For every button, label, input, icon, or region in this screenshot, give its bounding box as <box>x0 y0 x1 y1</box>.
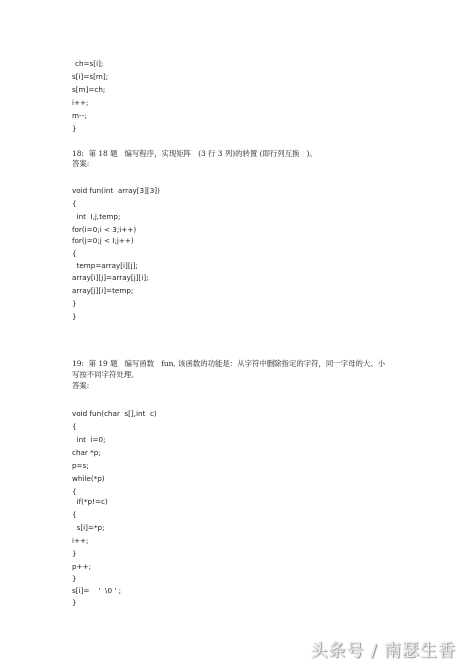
code-line: } <box>72 124 77 133</box>
code-line: s[i]=*p; <box>72 523 105 532</box>
code-line: } <box>72 549 77 558</box>
code-line: { <box>72 510 77 519</box>
code-line: temp=array[i][j]; <box>72 261 138 270</box>
code-line: } <box>72 574 77 583</box>
code-line: s[i]=s[m]; <box>72 72 109 81</box>
code-line: i++; <box>72 536 89 545</box>
code-line: p=s; <box>72 461 89 470</box>
question-19-title-cont: 写按不同字符处理。 <box>72 370 139 379</box>
code-line: int i=0; <box>72 435 106 444</box>
code-line: s[i]= ' \0 ' ; <box>72 586 122 595</box>
code-line: } <box>72 598 77 607</box>
code-line: void fun(int array[3][3]) <box>72 186 160 195</box>
code-line: p++; <box>72 562 92 571</box>
code-line: { <box>72 422 77 431</box>
code-line: { <box>72 487 77 496</box>
code-line: int I,j,temp; <box>72 212 121 221</box>
code-line: { <box>72 249 77 258</box>
code-line: i++; <box>72 98 89 107</box>
code-line: s[m]=ch; <box>72 85 106 94</box>
code-line: array[i][j]=array[j][i]; <box>72 273 149 282</box>
code-line: m--; <box>72 111 87 120</box>
code-line: } <box>72 312 77 321</box>
code-line: char *p; <box>72 448 101 457</box>
question-18-answer-label: 答案: <box>72 159 90 168</box>
question-19-answer-label: 答案: <box>72 381 90 390</box>
code-line: array[j][i]=temp; <box>72 286 134 295</box>
code-line: } <box>72 299 77 308</box>
code-line: { <box>72 199 77 208</box>
code-line: ch=s[i]; <box>75 59 104 68</box>
code-line: if(*p!=c) <box>72 497 108 506</box>
question-19-title: 19: 第 19 题 编写函数 fun, 该函数的功能是：从字符中删除指定的字符，同一字母的大、小 <box>72 359 386 368</box>
code-line: for(j=0;j < I;j++) <box>72 236 134 245</box>
watermark: 头条号 / 南瑟生香 <box>310 641 456 661</box>
code-line: for(i=0;i < 3;i++) <box>72 225 137 234</box>
question-18-title: 18: 第 18 题 编写程序，实现矩阵 (3 行 3 列)的转置 (即行列互换 )。 <box>72 149 317 158</box>
code-line: while(*p) <box>72 474 105 483</box>
code-line: void fun(char s[],int c) <box>72 409 157 418</box>
